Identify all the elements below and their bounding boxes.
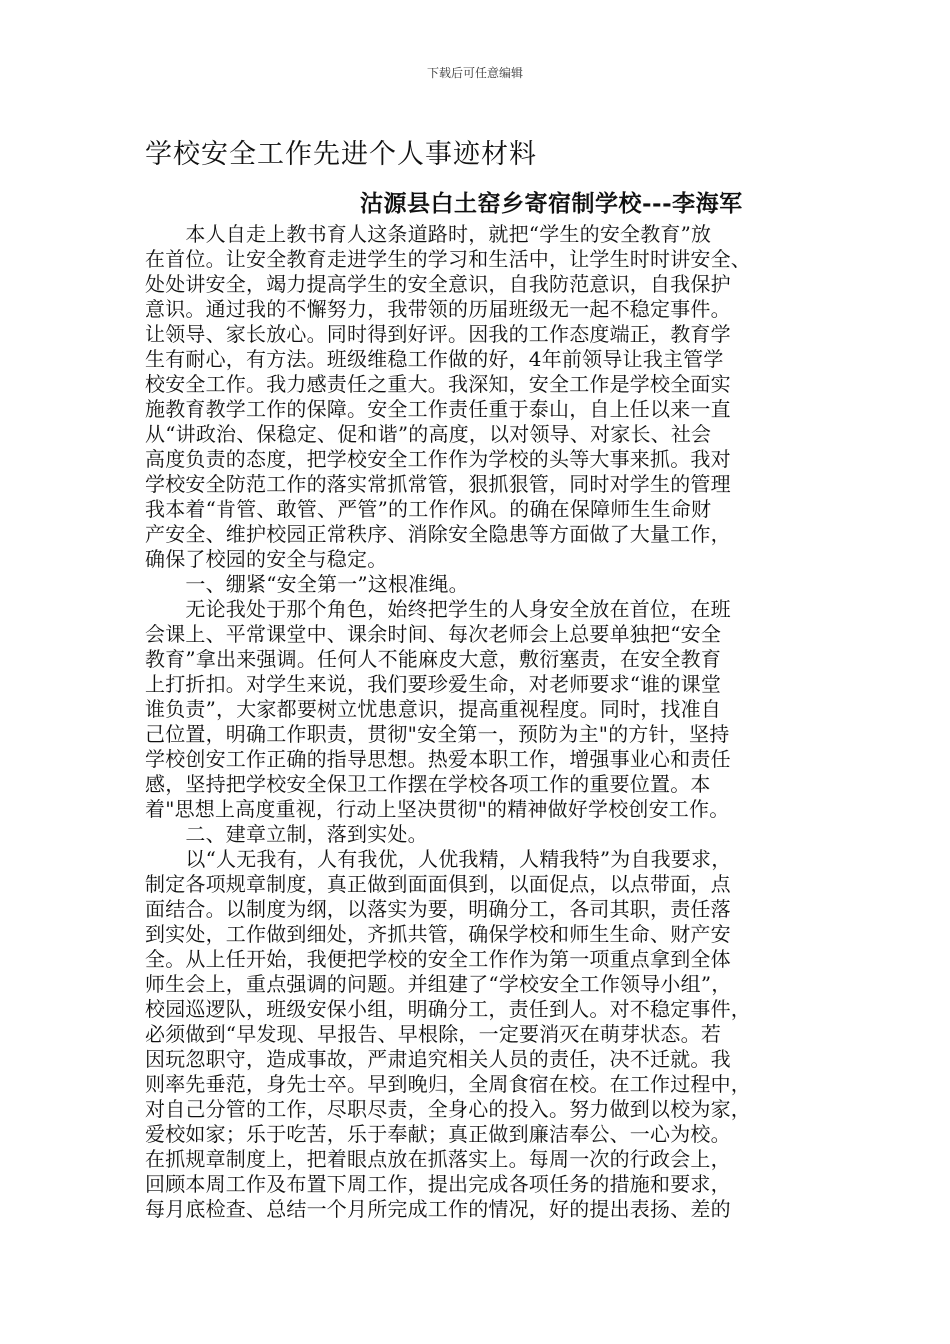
body-line: 对自己分管的工作，尽职尽责，全身心的投入。努力做到以校为家， <box>145 1097 751 1121</box>
body-line: 施教育教学工作的保障。安全工作责任重于泰山，自上任以来一直 <box>145 397 731 421</box>
body-line: 到实处，工作做到细处，齐抓共管，确保学校和师生生命、财产安 <box>145 922 731 946</box>
body-line: 校安全工作。我力感责任之重大。我深知，安全工作是学校全面实 <box>145 372 731 396</box>
body-line: 回顾本周工作及布置下周工作，提出完成各项任务的措施和要求， <box>145 1172 731 1196</box>
body-line: 则率先垂范，身先士卒。早到晚归，全周食宿在校。在工作过程中， <box>145 1072 751 1096</box>
header-note: 下载后可任意编辑 <box>426 66 523 80</box>
body-line: 让领导、家长放心。同时得到好评。因我的工作态度端正，教育学 <box>145 322 731 346</box>
body-line: 以“人无我有，人有我优，人优我精，人精我特”为自我要求， <box>145 847 732 871</box>
body-line: 从“讲政治、保稳定、促和谐”的高度，以对领导、对家长、社会 <box>145 422 712 446</box>
document-body <box>145 222 809 1222</box>
body-line: 己位置，明确工作职责，贯彻"安全第一，预防为主"的方针，坚持 <box>145 722 730 746</box>
body-line: 因玩忽职守，造成事故，严肃追究相关人员的责任，决不迁就。我 <box>145 1047 731 1071</box>
document-title: 学校安全工作先进个人事迹材料 <box>145 139 537 170</box>
body-line: 爱校如家；乐于吃苦，乐于奉献；真正做到廉洁奉公、一心为校。 <box>145 1122 731 1146</box>
body-line: 无论我处于那个角色，始终把学生的人身安全放在首位，在班 <box>145 597 731 621</box>
body-line: 在首位。让安全教育走进学生的学习和生活中，让学生时时讲安全、 <box>145 247 751 271</box>
body-line: 面结合。以制度为纲，以落实为要，明确分工，各司其职，责任落 <box>145 897 731 921</box>
body-line: 学校安全防范工作的落实常抓常管，狠抓狠管，同时对学生的管理 <box>145 472 731 496</box>
body-line: 师生会上，重点强调的问题。并组建了“学校安全工作领导小组”， <box>145 972 732 996</box>
body-line: 每月底检查、总结一个月所完成工作的情况，好的提出表扬、差的 <box>145 1197 731 1221</box>
body-line: 处处讲安全，竭力提高学生的安全意识，自我防范意识，自我保护 <box>145 272 731 296</box>
body-line: 意识。通过我的不懈努力，我带领的历届班级无一起不稳定事件。 <box>145 297 731 321</box>
body-line: 校园巡逻队，班级安保小组，明确分工，责任到人。对不稳定事件， <box>145 997 751 1021</box>
body-line: 产安全、维护校园正常秩序、消除安全隐患等方面做了大量工作， <box>145 522 731 546</box>
body-line: 会课上、平常课堂中、课余时间、每次老师会上总要单独把“安全 <box>145 622 722 646</box>
document-author: 沽源县白土窑乡寄宿制学校---李海军 <box>360 190 743 217</box>
body-line: 确保了校园的安全与稳定。 <box>145 547 388 571</box>
body-line: 学校创安工作正确的指导思想。热爱本职工作，增强事业心和责任 <box>145 747 731 771</box>
body-line: 谁负责”，大家都要树立忧患意识，提高重视程度。同时，找准自 <box>145 697 722 721</box>
body-line: 着"思想上高度重视，行动上坚决贯彻"的精神做好学校创安工作。 <box>145 797 730 821</box>
body-line: 二、建章立制，落到实处。 <box>145 822 428 846</box>
body-line: 制定各项规章制度，真正做到面面俱到，以面促点，以点带面，点 <box>145 872 731 896</box>
body-line: 生有耐心，有方法。班级维稳工作做的好，4年前领导让我主管学 <box>145 347 724 371</box>
body-line: 感，坚持把学校安全保卫工作摆在学校各项工作的重要位置。本 <box>145 772 711 796</box>
body-line: 必须做到“早发现、早报告、早根除，一定要消灭在萌芽状态。若 <box>145 1022 722 1046</box>
body-line: 全。从上任开始，我便把学校的安全工作作为第一项重点拿到全体 <box>145 947 731 971</box>
body-line: 上打折扣。对学生来说，我们要珍爱生命，对老师要求“谁的课堂 <box>145 672 722 696</box>
body-line: 一、绷紧“安全第一”这根准绳。 <box>145 572 469 596</box>
body-line: 在抓规章制度上，把着眼点放在抓落实上。每周一次的行政会上， <box>145 1147 731 1171</box>
body-line: 教育”拿出来强调。任何人不能麻皮大意，敷衍塞责，在安全教育 <box>145 647 722 671</box>
body-line: 本人自走上教书育人这条道路时，就把“学生的安全教育”放 <box>145 222 712 246</box>
body-line: 我本着“肯管、敢管、严管”的工作作风。的确在保障师生生命财 <box>145 497 712 521</box>
body-line: 高度负责的态度，把学校安全工作作为学校的头等大事来抓。我对 <box>145 447 731 471</box>
